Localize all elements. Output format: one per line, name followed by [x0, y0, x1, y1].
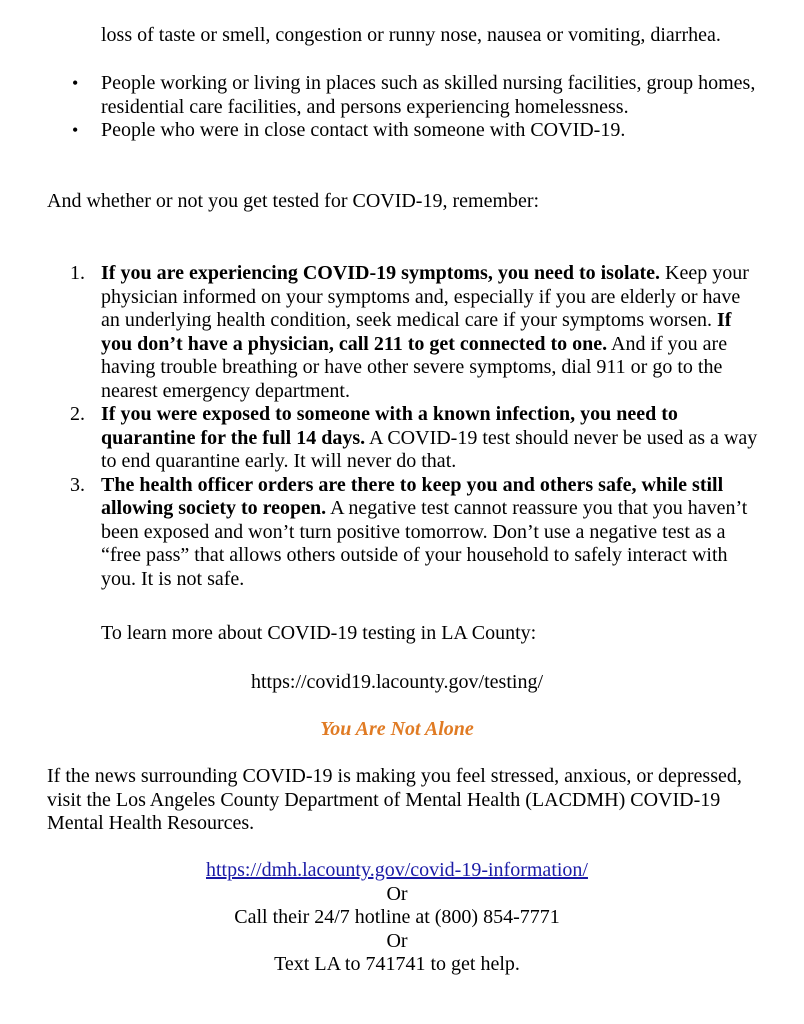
bullet-icon: •	[72, 120, 79, 140]
contact-options	[47, 859, 747, 977]
bullet-icon: •	[72, 73, 79, 93]
dmh-link[interactable]: https://dmh.lacounty.gov/covid-19-information/	[206, 859, 588, 881]
or-text: Or	[386, 929, 408, 952]
item-number: 3.	[70, 473, 85, 496]
hotline-text: Call their 24/7 hotline at (800) 854-7771	[234, 906, 560, 928]
continued-list-text: loss of taste or smell, congestion or runny nose, nausea or vomiting, diarrhea.	[101, 24, 721, 46]
body-text: A COVID-19 test should never be used as a way to end quarantine early. It will never do that.	[101, 426, 758, 472]
body-text: And if you are having trouble breathing or have other severe symptoms, dial 911 or go to the nearest emergency department.	[101, 332, 728, 402]
bold-text: If you are experiencing COVID-19 symptoms, you need to isolate.	[101, 262, 661, 284]
section-heading: You Are Not Alone	[320, 718, 474, 740]
bullet-list	[72, 72, 761, 143]
learn-more-text: To learn more about COVID-19 testing in LA County:	[101, 622, 537, 644]
bold-text: If you don’t have a physician, call 211 to get connected to one.	[101, 309, 732, 355]
or-text: Or	[386, 882, 408, 905]
body-text: Keep your physician informed on your symptoms and, especially if you are elderly or have an underlying health condition, seek medical care if your symptoms worsen.	[101, 262, 749, 331]
list-item	[72, 72, 761, 119]
intro-text: And whether or not you get tested for COVID-19, remember:	[47, 190, 540, 212]
item-number: 1.	[70, 262, 85, 284]
text-line: Text LA to 741741 to get help.	[274, 953, 520, 975]
bold-text: The health officer orders are there to keep you and others safe, while still allowing society to reopen.	[101, 473, 724, 519]
list-item	[70, 403, 761, 474]
bullet-text: People who were in close contact with someone with COVID-19.	[101, 119, 626, 141]
bullet-text: People working or living in places such as skilled nursing facilities, group homes, residential care facilities, and persons experiencing homelessness.	[101, 72, 756, 118]
testing-url: https://covid19.lacounty.gov/testing/	[250, 671, 543, 693]
item-number: 2.	[70, 403, 85, 425]
numbered-list	[70, 262, 761, 591]
mental-health-paragraph: If the news surrounding COVID-19 is making you feel stressed, anxious, or depressed, visit the Los Angeles County Department of Mental Health (LACDMH) COVID-19 Mental Health Resources.	[47, 765, 742, 834]
bold-text: If you were exposed to someone with a known infection, you need to quarantine for the full 14 days.	[101, 403, 678, 449]
list-item	[70, 262, 761, 403]
list-item	[70, 473, 761, 592]
body-text: A negative test cannot reassure you that you haven’t been exposed and won’t turn positive tomorrow. Don’t use a negative test as a “free pass” that allows others outside of your household to safely interact with you. It is not safe.	[101, 497, 748, 590]
list-item	[72, 119, 761, 143]
